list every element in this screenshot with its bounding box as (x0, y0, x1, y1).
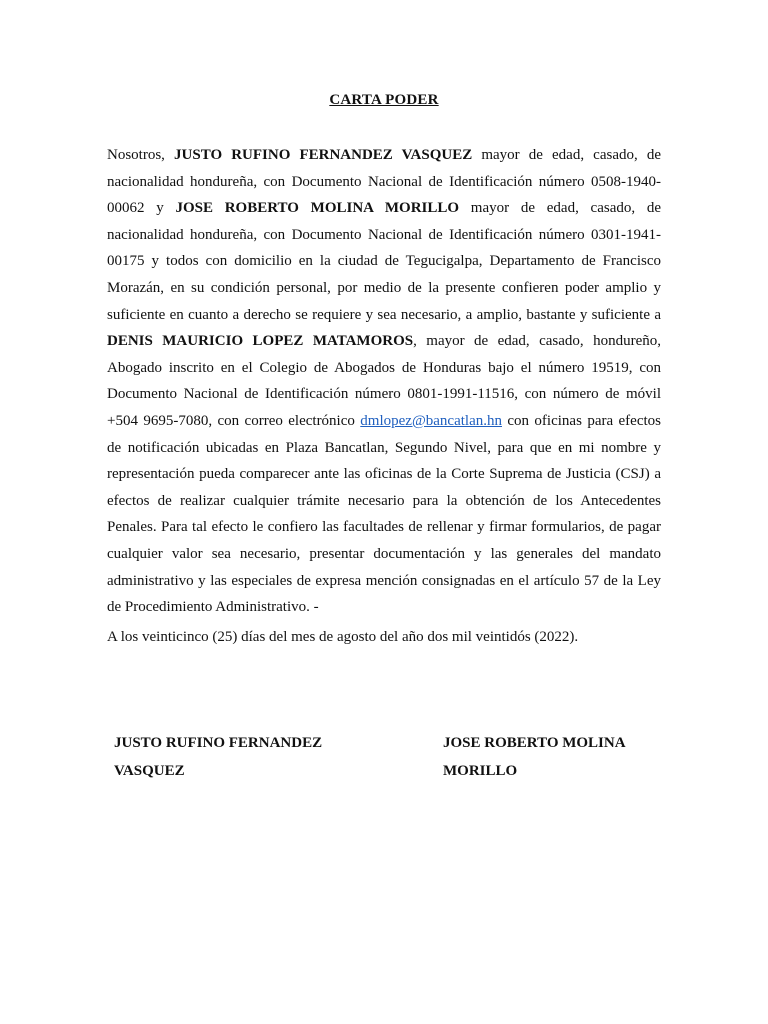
signature-block-right (443, 730, 673, 785)
body-text-grantor-1-details: mayor de edad, casado, de nacionalidad hondureña, con Documento Nacional de Identificación número 0508-1940-00062 y (107, 147, 661, 217)
document-title: CARTA PODER (329, 92, 439, 108)
signature-left-line2: VASQUEZ (114, 762, 185, 779)
email-link[interactable]: dmlopez@bancatlan.hn (360, 412, 502, 429)
body-text-grantor-2-details: mayor de edad, casado, de nacionalidad hondureña, con Documento Nacional de Identificación número 0301-1941-00175 y todos con domicilio en la ciudad de Tegucigalpa, Departamento de Francisco Morazán, en su condición personal, por medio de la presente confieren poder amplio y suficiente en cuanto a derecho se requiere y sea necesario, a amplio, bastante y suficiente a (107, 200, 661, 323)
body-paragraph (107, 142, 661, 621)
signature-left-line1: JUSTO RUFINO FERNANDEZ (114, 735, 323, 751)
attorney-name: DENIS MAURICIO LOPEZ MATAMOROS (107, 333, 414, 350)
body-text-attorney-details: , mayor de edad, casado, hondureño, Abogado inscrito en el Colegio de Abogados de Honduras bajo el número 19519, con Documento Nacional de Identificación número 0801-1991-11516, con número de móvil +504 9695-7080, con correo electrónico (107, 333, 661, 429)
grantor-name-1: JUSTO RUFINO FERNANDEZ VASQUEZ (174, 147, 473, 163)
body-text-intro: Nosotros, (107, 147, 175, 163)
signature-right-line1: JOSE ROBERTO MOLINA (443, 735, 626, 751)
signature-right-line2: MORILLO (443, 762, 518, 779)
closing-date-line: A los veinticinco (25) días del mes de agosto del año dos mil veintidós (2022). (107, 629, 579, 645)
grantor-name-2: JOSE ROBERTO MOLINA MORILLO (175, 200, 460, 217)
signature-block-left (114, 730, 344, 785)
body-text-powers: con oficinas para efectos de notificación ubicadas en Plaza Bancatlan, Segundo Nivel, para que en mi nombre y representación pueda comparecer ante las oficinas de la Corte Suprema de Justicia (CSJ) a efectos de realizar cualquier trámite necesario para la obtención de los Antecedentes Penales. Para tal efecto le confiero las facultades de rellenar y firmar formularios, de pagar cualquier valor sea necesario, presentar documentación y las generales del mandato administrativo y las especiales de expresa mención consignadas en el artículo 57 de la Ley de Procedimiento Administrativo. - (107, 412, 661, 616)
